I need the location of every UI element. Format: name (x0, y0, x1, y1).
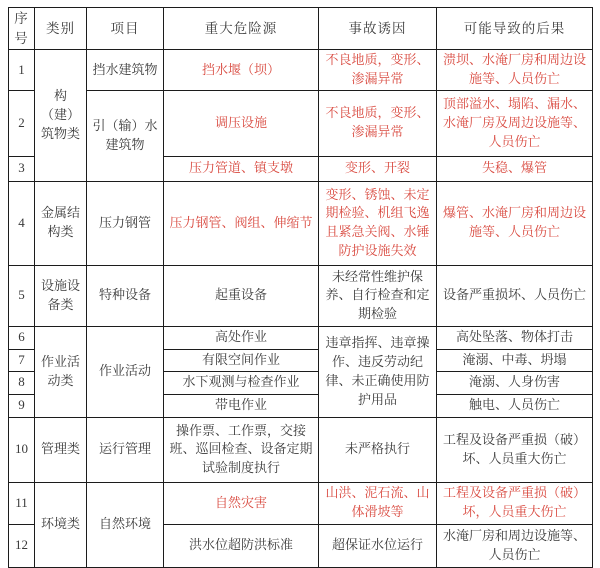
table-cell: 挡水建筑物 (87, 50, 164, 91)
table-row (9, 482, 593, 524)
table-cell: 触电、人员伤亡 (437, 394, 593, 417)
hazard-source-table (8, 7, 593, 568)
table-row (9, 90, 593, 156)
table-cell: 水淹厂房和周边设施等、人员伤亡 (437, 524, 593, 567)
table-row (9, 181, 593, 265)
table-cell: 溃坝、水淹厂房和周边设施等、人员伤亡 (437, 50, 593, 91)
table-cell: 特种设备 (87, 265, 164, 326)
table-cell: 超保证水位运行 (319, 524, 437, 567)
table-cell: 压力钢管、阀组、伸缩节 (164, 181, 319, 265)
table-row (9, 265, 593, 326)
table-cell: 淹溺、中毒、坍塌 (437, 349, 593, 371)
table-cell: 引（输）水建筑物 (87, 90, 164, 181)
table-cell: 自然环境 (87, 482, 164, 567)
table-cell: 水下观测与检查作业 (164, 371, 319, 394)
row-number-cell: 3 (9, 156, 35, 181)
row-number-cell: 10 (9, 417, 35, 482)
table-cell: 未严格执行 (319, 417, 437, 482)
table-cell: 作业活动 (87, 326, 164, 417)
table-cell: 高处坠落、物体打击 (437, 326, 593, 349)
header-row (9, 8, 593, 50)
table-cell: 挡水堰（坝） (164, 50, 319, 91)
table-cell: 构（建）筑物类 (35, 50, 87, 182)
column-header: 事故诱因 (319, 8, 437, 50)
table-cell: 失稳、爆管 (437, 156, 593, 181)
table-cell: 管理类 (35, 417, 87, 482)
column-header: 项目 (87, 8, 164, 50)
table-cell: 运行管理 (87, 417, 164, 482)
row-number-cell: 11 (9, 482, 35, 524)
table-header (9, 8, 593, 50)
table-cell: 带电作业 (164, 394, 319, 417)
table-cell: 起重设备 (164, 265, 319, 326)
table-cell: 山洪、泥石流、山体滑坡等 (319, 482, 437, 524)
table-row (9, 326, 593, 349)
table-body (9, 50, 593, 568)
table-cell: 环境类 (35, 482, 87, 567)
table-cell: 变形、开裂 (319, 156, 437, 181)
table-cell: 作业活动类 (35, 326, 87, 417)
table-cell: 未经常性维护保养、自行检查和定期检验 (319, 265, 437, 326)
table-row (9, 50, 593, 91)
table-cell: 不良地质，变形、渗漏异常 (319, 50, 437, 91)
row-number-cell: 2 (9, 90, 35, 156)
row-number-cell: 12 (9, 524, 35, 567)
row-number-cell: 6 (9, 326, 35, 349)
table-cell: 金属结构类 (35, 181, 87, 265)
row-number-cell: 9 (9, 394, 35, 417)
table-cell: 洪水位超防洪标准 (164, 524, 319, 567)
table-cell: 工程及设备严重损（破）坏、人员重大伤亡 (437, 417, 593, 482)
row-number-cell: 8 (9, 371, 35, 394)
table-row (9, 417, 593, 482)
table-cell: 违章指挥、违章操作、违反劳动纪律、未正确使用防护用品 (319, 326, 437, 417)
row-number-cell: 4 (9, 181, 35, 265)
row-number-cell: 7 (9, 349, 35, 371)
table-cell: 设备严重损坏、人员伤亡 (437, 265, 593, 326)
column-header: 序号 (9, 8, 35, 50)
table-cell: 高处作业 (164, 326, 319, 349)
column-header: 可能导致的后果 (437, 8, 593, 50)
table-cell: 不良地质，变形、渗漏异常 (319, 90, 437, 156)
row-number-cell: 1 (9, 50, 35, 91)
table-cell: 调压设施 (164, 90, 319, 156)
table-cell: 淹溺、人身伤害 (437, 371, 593, 394)
table-cell: 操作票、工作票，交接班、巡回检查、设备定期试验制度执行 (164, 417, 319, 482)
table-cell: 压力钢管 (87, 181, 164, 265)
column-header: 类别 (35, 8, 87, 50)
table-cell: 工程及设备严重损（破）坏，人员重大伤亡 (437, 482, 593, 524)
table-cell: 顶部溢水、塌陷、漏水、水淹厂房及周边设施等、人员伤亡 (437, 90, 593, 156)
table-cell: 压力管道、镇支墩 (164, 156, 319, 181)
table-cell: 有限空间作业 (164, 349, 319, 371)
column-header: 重大危险源 (164, 8, 319, 50)
table-cell: 变形、锈蚀、未定期检验、机组飞逸且紧急关阀、水锤防护设施失效 (319, 181, 437, 265)
table-cell: 自然灾害 (164, 482, 319, 524)
table-cell: 爆管、水淹厂房和周边设施等、人员伤亡 (437, 181, 593, 265)
row-number-cell: 5 (9, 265, 35, 326)
table-cell: 设施设备类 (35, 265, 87, 326)
